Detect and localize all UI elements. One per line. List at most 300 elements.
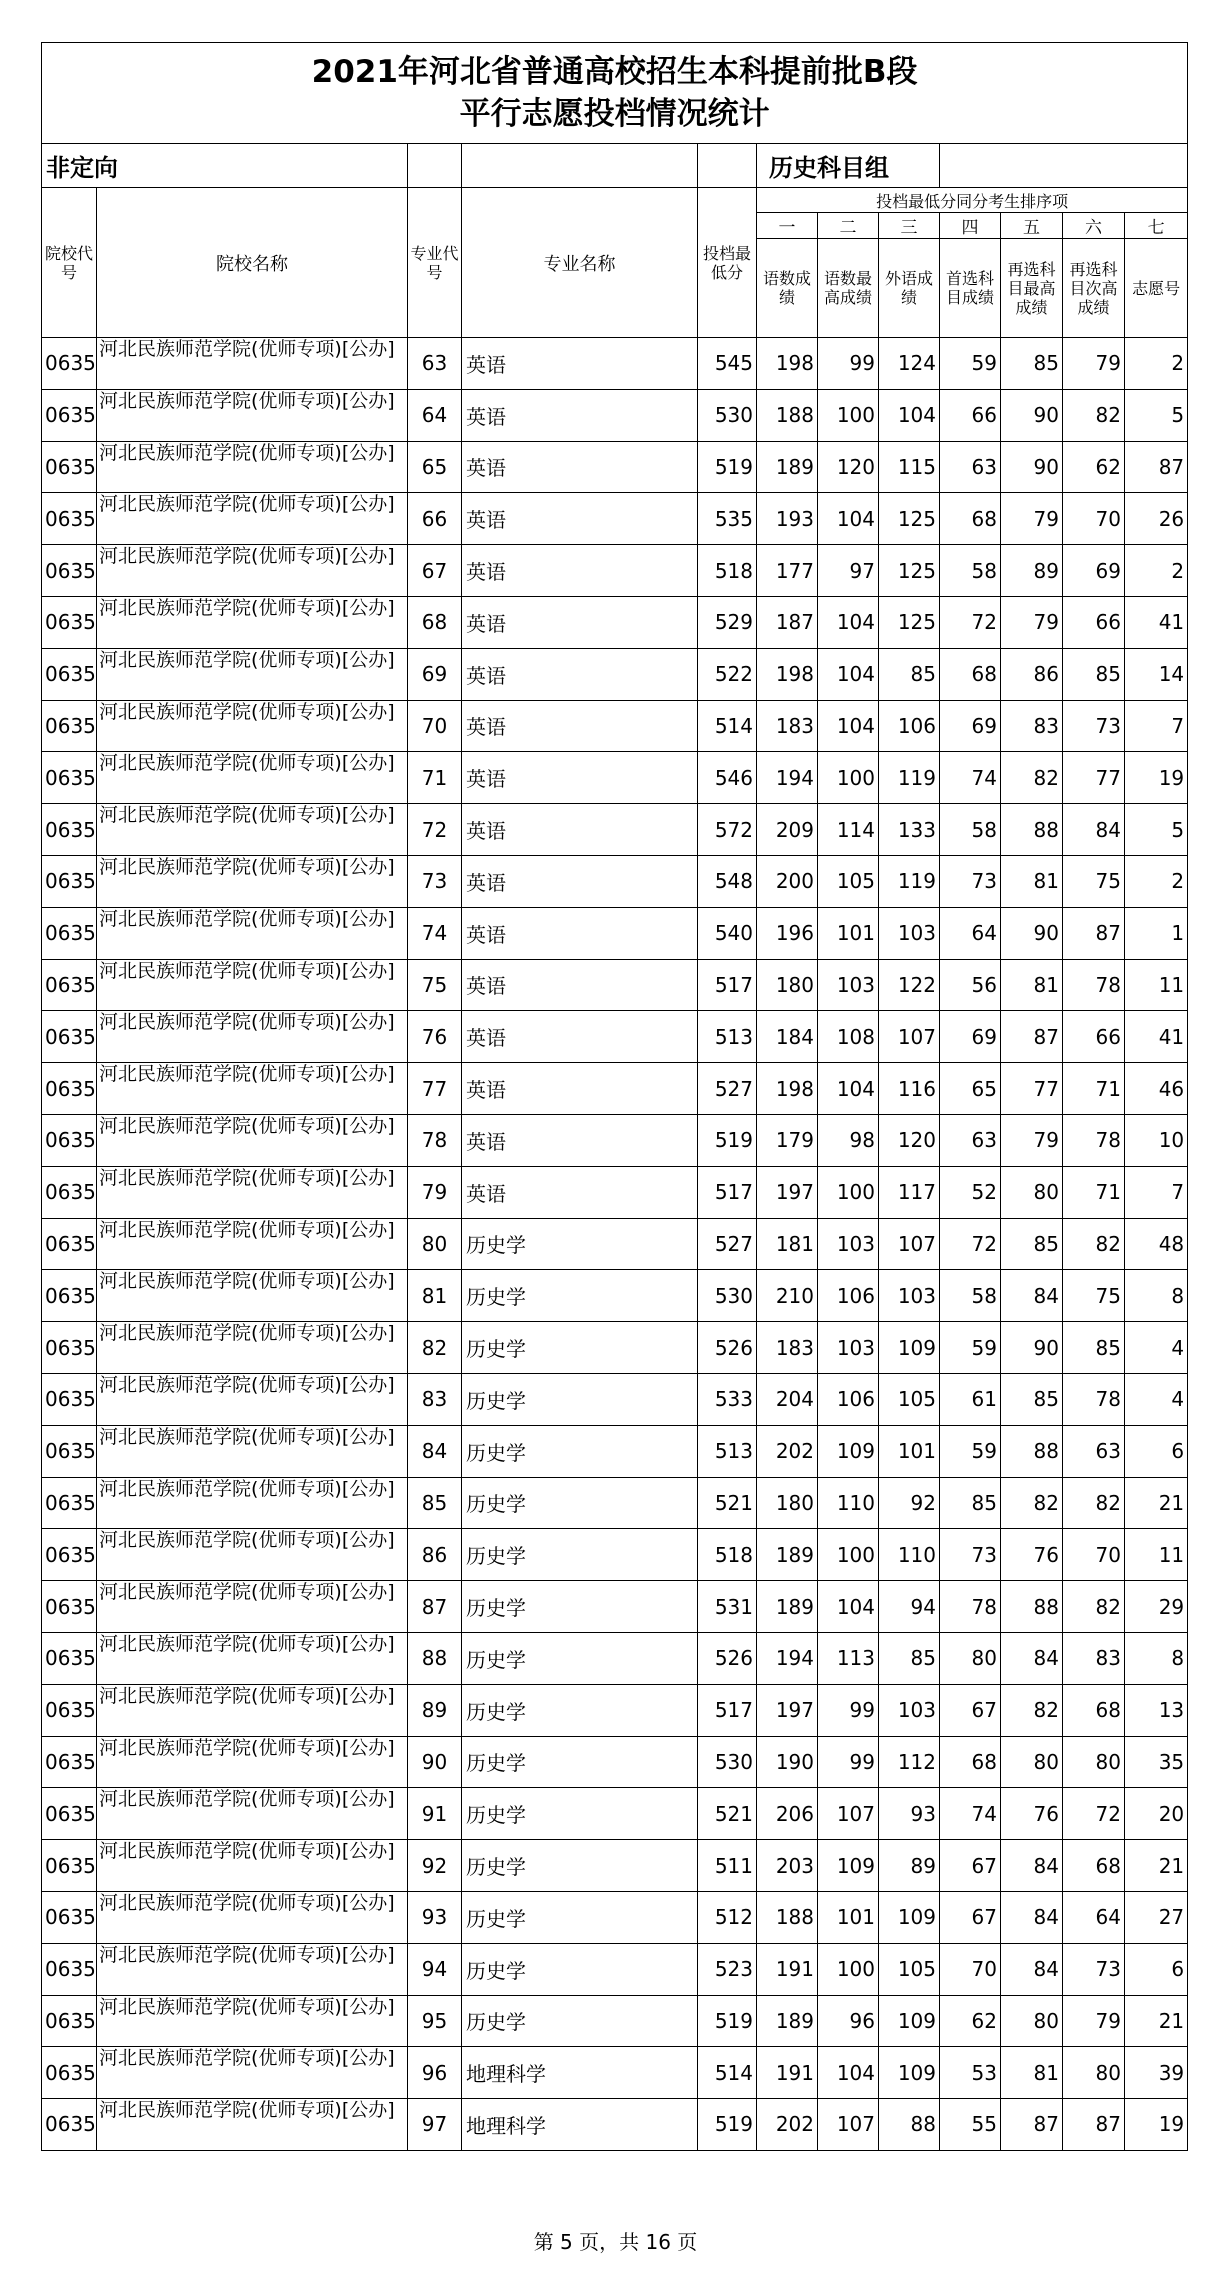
cell-yushu-max: 99 (818, 1736, 879, 1788)
header-school-name: 院校名称 (97, 188, 408, 338)
cell-major-name: 英语 (462, 338, 698, 390)
cell-yushu: 200 (757, 855, 818, 907)
cell-school-code: 0635 (42, 1114, 97, 1166)
cell-first-subject: 58 (940, 804, 1001, 856)
cell-major-name: 历史学 (462, 1322, 698, 1374)
table-row (42, 1632, 1188, 1684)
cell-first-subject: 62 (940, 1995, 1001, 2047)
cell-min-score: 531 (698, 1581, 757, 1633)
cell-second-subject-next: 72 (1063, 1788, 1125, 1840)
cell-second-subject-max: 79 (1001, 1114, 1063, 1166)
cell-foreign-language: 106 (879, 700, 940, 752)
cell-major-name: 英语 (462, 700, 698, 752)
cell-school-code: 0635 (42, 1995, 97, 2047)
cell-school-code: 0635 (42, 1322, 97, 1374)
cell-major-name: 英语 (462, 648, 698, 700)
cell-second-subject-max: 80 (1001, 1736, 1063, 1788)
cell-school-code: 0635 (42, 1373, 97, 1425)
cell-yushu: 198 (757, 648, 818, 700)
cell-yushu-max: 104 (818, 493, 879, 545)
cell-school-code: 0635 (42, 338, 97, 390)
cell-second-subject-max: 90 (1001, 1322, 1063, 1374)
cell-foreign-language: 103 (879, 1270, 940, 1322)
cell-major-name: 历史学 (462, 1840, 698, 1892)
cell-major-name: 英语 (462, 1114, 698, 1166)
title-line-1: 2021年河北省普通高校招生本科提前批B段 (311, 54, 918, 90)
cell-first-subject: 70 (940, 1943, 1001, 1995)
cell-yushu: 196 (757, 907, 818, 959)
table-row (42, 1425, 1188, 1477)
cell-school-code: 0635 (42, 1011, 97, 1063)
header-rank-6: 六 (1063, 213, 1125, 239)
cell-min-score: 519 (698, 1995, 757, 2047)
cell-school-code: 0635 (42, 1529, 97, 1581)
cell-second-subject-next: 78 (1063, 959, 1125, 1011)
cell-foreign-language: 89 (879, 1840, 940, 1892)
cell-foreign-language: 93 (879, 1788, 940, 1840)
cell-yushu: 189 (757, 1995, 818, 2047)
cell-first-subject: 69 (940, 700, 1001, 752)
cell-school-name: 河北民族师范学院(优师专项)[公办] (97, 1166, 408, 1218)
table-row (42, 338, 1188, 390)
cell-school-code: 0635 (42, 700, 97, 752)
cell-second-subject-max: 90 (1001, 441, 1063, 493)
cell-min-score: 511 (698, 1840, 757, 1892)
cell-min-score: 519 (698, 1114, 757, 1166)
table-row (42, 855, 1188, 907)
cell-second-subject-max: 80 (1001, 1166, 1063, 1218)
cell-second-subject-next: 75 (1063, 1270, 1125, 1322)
cell-second-subject-max: 84 (1001, 1891, 1063, 1943)
cell-second-subject-next: 84 (1063, 804, 1125, 856)
cell-yushu-max: 97 (818, 545, 879, 597)
cell-second-subject-next: 79 (1063, 338, 1125, 390)
cell-first-subject: 59 (940, 338, 1001, 390)
cell-major-code: 81 (408, 1270, 462, 1322)
cell-major-code: 64 (408, 389, 462, 441)
cell-choice-number: 4 (1125, 1322, 1188, 1374)
cell-yushu-max: 105 (818, 855, 879, 907)
cell-second-subject-max: 90 (1001, 907, 1063, 959)
table-row (42, 959, 1188, 1011)
cell-school-name: 河北民族师范学院(优师专项)[公办] (97, 441, 408, 493)
cell-choice-number: 19 (1125, 2099, 1188, 2151)
cell-major-code: 77 (408, 1063, 462, 1115)
cell-yushu: 184 (757, 1011, 818, 1063)
cell-school-code: 0635 (42, 441, 97, 493)
cell-yushu: 191 (757, 1943, 818, 1995)
cell-major-code: 87 (408, 1581, 462, 1633)
table-row (42, 804, 1188, 856)
table-row (42, 389, 1188, 441)
cell-school-name: 河北民族师范学院(优师专项)[公办] (97, 855, 408, 907)
cell-second-subject-next: 75 (1063, 855, 1125, 907)
table-row (42, 1529, 1188, 1581)
cell-first-subject: 65 (940, 1063, 1001, 1115)
cell-choice-number: 46 (1125, 1063, 1188, 1115)
cell-major-name: 历史学 (462, 1425, 698, 1477)
cell-second-subject-next: 80 (1063, 1736, 1125, 1788)
cell-school-name: 河北民族师范学院(优师专项)[公办] (97, 1632, 408, 1684)
cell-foreign-language: 94 (879, 1581, 940, 1633)
cell-major-code: 80 (408, 1218, 462, 1270)
cell-yushu: 177 (757, 545, 818, 597)
cell-min-score: 518 (698, 1529, 757, 1581)
cell-school-code: 0635 (42, 752, 97, 804)
cell-foreign-language: 122 (879, 959, 940, 1011)
cell-choice-number: 11 (1125, 959, 1188, 1011)
header-sub-3: 外语成绩 (879, 239, 940, 338)
table-row (42, 1684, 1188, 1736)
table-row (42, 493, 1188, 545)
cell-first-subject: 55 (940, 2099, 1001, 2151)
cell-foreign-language: 117 (879, 1166, 940, 1218)
cell-second-subject-max: 76 (1001, 1529, 1063, 1581)
cell-second-subject-next: 66 (1063, 596, 1125, 648)
cell-min-score: 513 (698, 1011, 757, 1063)
cell-second-subject-next: 80 (1063, 2047, 1125, 2099)
cell-min-score: 518 (698, 545, 757, 597)
cell-second-subject-max: 82 (1001, 752, 1063, 804)
cell-major-name: 英语 (462, 389, 698, 441)
cell-major-code: 68 (408, 596, 462, 648)
admission-table (41, 42, 1188, 2151)
cell-second-subject-max: 88 (1001, 1581, 1063, 1633)
cell-school-name: 河北民族师范学院(优师专项)[公办] (97, 907, 408, 959)
cell-yushu: 198 (757, 338, 818, 390)
cell-school-name: 河北民族师范学院(优师专项)[公办] (97, 545, 408, 597)
cell-school-code: 0635 (42, 959, 97, 1011)
header-sub-7: 志愿号 (1125, 239, 1188, 338)
cell-second-subject-max: 84 (1001, 1270, 1063, 1322)
cell-second-subject-next: 78 (1063, 1373, 1125, 1425)
cell-first-subject: 67 (940, 1684, 1001, 1736)
cell-yushu-max: 96 (818, 1995, 879, 2047)
cell-yushu-max: 109 (818, 1425, 879, 1477)
cell-second-subject-next: 64 (1063, 1891, 1125, 1943)
header-sub-6: 再选科目次高成绩 (1063, 239, 1125, 338)
cell-school-code: 0635 (42, 804, 97, 856)
cell-second-subject-next: 87 (1063, 2099, 1125, 2151)
cell-school-name: 河北民族师范学院(优师专项)[公办] (97, 1995, 408, 2047)
cell-foreign-language: 125 (879, 596, 940, 648)
cell-school-code: 0635 (42, 1063, 97, 1115)
cell-major-name: 英语 (462, 1063, 698, 1115)
cell-school-code: 0635 (42, 2099, 97, 2151)
cell-yushu-max: 100 (818, 1529, 879, 1581)
cell-choice-number: 13 (1125, 1684, 1188, 1736)
cell-second-subject-max: 85 (1001, 338, 1063, 390)
cell-yushu: 202 (757, 2099, 818, 2151)
cell-choice-number: 39 (1125, 2047, 1188, 2099)
cell-second-subject-next: 82 (1063, 389, 1125, 441)
cell-min-score: 512 (698, 1891, 757, 1943)
cell-school-name: 河北民族师范学院(优师专项)[公办] (97, 1373, 408, 1425)
cell-major-code: 88 (408, 1632, 462, 1684)
cell-second-subject-max: 87 (1001, 1011, 1063, 1063)
cell-second-subject-next: 79 (1063, 1995, 1125, 2047)
cell-yushu-max: 101 (818, 907, 879, 959)
cell-first-subject: 67 (940, 1840, 1001, 1892)
cell-first-subject: 67 (940, 1891, 1001, 1943)
cell-major-code: 95 (408, 1995, 462, 2047)
cell-yushu-max: 107 (818, 1788, 879, 1840)
cell-yushu: 198 (757, 1063, 818, 1115)
cell-min-score: 521 (698, 1477, 757, 1529)
cell-school-name: 河北民族师范学院(优师专项)[公办] (97, 1270, 408, 1322)
cell-choice-number: 4 (1125, 1373, 1188, 1425)
cell-yushu: 188 (757, 389, 818, 441)
cell-major-code: 84 (408, 1425, 462, 1477)
cell-second-subject-next: 78 (1063, 1114, 1125, 1166)
cell-school-name: 河北民族师范学院(优师专项)[公办] (97, 596, 408, 648)
cell-yushu-max: 108 (818, 1011, 879, 1063)
cell-school-code: 0635 (42, 1581, 97, 1633)
cell-yushu-max: 109 (818, 1840, 879, 1892)
table-row (42, 2047, 1188, 2099)
cell-major-code: 73 (408, 855, 462, 907)
table-row (42, 441, 1188, 493)
cell-second-subject-max: 87 (1001, 2099, 1063, 2151)
cell-first-subject: 85 (940, 1477, 1001, 1529)
cell-school-code: 0635 (42, 1425, 97, 1477)
cell-second-subject-next: 70 (1063, 493, 1125, 545)
cell-major-name: 历史学 (462, 1891, 698, 1943)
header-major-name: 专业名称 (462, 188, 698, 338)
cell-yushu-max: 113 (818, 1632, 879, 1684)
cell-major-name: 历史学 (462, 1218, 698, 1270)
cell-foreign-language: 133 (879, 804, 940, 856)
cell-choice-number: 35 (1125, 1736, 1188, 1788)
cell-major-code: 76 (408, 1011, 462, 1063)
cell-choice-number: 41 (1125, 596, 1188, 648)
cell-foreign-language: 109 (879, 1891, 940, 1943)
cell-yushu: 202 (757, 1425, 818, 1477)
table-row (42, 1477, 1188, 1529)
cell-choice-number: 26 (1125, 493, 1188, 545)
cell-major-name: 英语 (462, 493, 698, 545)
cell-choice-number: 11 (1125, 1529, 1188, 1581)
table-row (42, 1943, 1188, 1995)
cell-choice-number: 1 (1125, 907, 1188, 959)
table-row (42, 648, 1188, 700)
cell-foreign-language: 104 (879, 389, 940, 441)
cell-foreign-language: 112 (879, 1736, 940, 1788)
cell-school-name: 河北民族师范学院(优师专项)[公办] (97, 752, 408, 804)
cell-second-subject-next: 73 (1063, 1943, 1125, 1995)
cell-first-subject: 52 (940, 1166, 1001, 1218)
cell-second-subject-max: 76 (1001, 1788, 1063, 1840)
cell-school-name: 河北民族师范学院(优师专项)[公办] (97, 2047, 408, 2099)
cell-choice-number: 5 (1125, 804, 1188, 856)
cell-major-name: 历史学 (462, 1684, 698, 1736)
cell-choice-number: 2 (1125, 545, 1188, 597)
header-rank-3: 三 (879, 213, 940, 239)
cell-yushu-max: 99 (818, 338, 879, 390)
cell-major-name: 英语 (462, 1166, 698, 1218)
cell-school-code: 0635 (42, 1477, 97, 1529)
header-rank-5: 五 (1001, 213, 1063, 239)
cell-foreign-language: 103 (879, 1684, 940, 1736)
cell-choice-number: 48 (1125, 1218, 1188, 1270)
cell-yushu: 181 (757, 1218, 818, 1270)
cell-second-subject-max: 81 (1001, 855, 1063, 907)
cell-major-name: 历史学 (462, 1632, 698, 1684)
cell-major-name: 英语 (462, 752, 698, 804)
cell-foreign-language: 109 (879, 2047, 940, 2099)
cell-min-score: 513 (698, 1425, 757, 1477)
cell-foreign-language: 107 (879, 1218, 940, 1270)
cell-min-score: 533 (698, 1373, 757, 1425)
cell-foreign-language: 101 (879, 1425, 940, 1477)
cell-second-subject-max: 80 (1001, 1995, 1063, 2047)
cell-major-code: 86 (408, 1529, 462, 1581)
cell-yushu: 209 (757, 804, 818, 856)
cell-min-score: 535 (698, 493, 757, 545)
cell-choice-number: 21 (1125, 1840, 1188, 1892)
cell-second-subject-next: 68 (1063, 1684, 1125, 1736)
cell-min-score: 514 (698, 2047, 757, 2099)
cell-major-code: 94 (408, 1943, 462, 1995)
cell-first-subject: 73 (940, 855, 1001, 907)
cell-school-code: 0635 (42, 596, 97, 648)
cell-second-subject-max: 81 (1001, 959, 1063, 1011)
cell-second-subject-max: 89 (1001, 545, 1063, 597)
cell-school-code: 0635 (42, 907, 97, 959)
cell-choice-number: 14 (1125, 648, 1188, 700)
cell-second-subject-next: 77 (1063, 752, 1125, 804)
cell-major-name: 英语 (462, 804, 698, 856)
cell-second-subject-max: 90 (1001, 389, 1063, 441)
cell-school-name: 河北民族师范学院(优师专项)[公办] (97, 1114, 408, 1166)
cell-yushu: 179 (757, 1114, 818, 1166)
table-row (42, 1114, 1188, 1166)
cell-second-subject-max: 86 (1001, 648, 1063, 700)
cell-school-name: 河北民族师范学院(优师专项)[公办] (97, 338, 408, 390)
cell-second-subject-next: 71 (1063, 1166, 1125, 1218)
cell-second-subject-max: 88 (1001, 804, 1063, 856)
cell-first-subject: 68 (940, 493, 1001, 545)
cell-major-name: 地理科学 (462, 2047, 698, 2099)
cell-school-name: 河北民族师范学院(优师专项)[公办] (97, 2099, 408, 2151)
cell-school-code: 0635 (42, 1788, 97, 1840)
table-row (42, 1581, 1188, 1633)
cell-yushu-max: 98 (818, 1114, 879, 1166)
cell-school-code: 0635 (42, 648, 97, 700)
cell-major-code: 90 (408, 1736, 462, 1788)
cell-school-name: 河北民族师范学院(优师专项)[公办] (97, 1684, 408, 1736)
cell-school-code: 0635 (42, 493, 97, 545)
title-line-2: 平行志愿投档情况统计 (459, 96, 770, 132)
cell-major-name: 地理科学 (462, 2099, 698, 2151)
section-blank-3 (698, 144, 757, 188)
cell-first-subject: 73 (940, 1529, 1001, 1581)
header-rank-2: 二 (818, 213, 879, 239)
cell-yushu: 206 (757, 1788, 818, 1840)
cell-yushu: 190 (757, 1736, 818, 1788)
table-row (42, 1270, 1188, 1322)
cell-second-subject-next: 63 (1063, 1425, 1125, 1477)
cell-choice-number: 7 (1125, 1166, 1188, 1218)
cell-major-code: 92 (408, 1840, 462, 1892)
cell-min-score: 519 (698, 2099, 757, 2151)
cell-foreign-language: 92 (879, 1477, 940, 1529)
cell-school-name: 河北民族师范学院(优师专项)[公办] (97, 1581, 408, 1633)
cell-major-code: 63 (408, 338, 462, 390)
cell-yushu: 197 (757, 1166, 818, 1218)
cell-major-name: 历史学 (462, 1270, 698, 1322)
cell-second-subject-max: 77 (1001, 1063, 1063, 1115)
header-sub-1: 语数成绩 (757, 239, 818, 338)
cell-major-code: 79 (408, 1166, 462, 1218)
cell-min-score: 517 (698, 1166, 757, 1218)
cell-major-name: 历史学 (462, 1995, 698, 2047)
cell-major-name: 历史学 (462, 1373, 698, 1425)
table-row (42, 1322, 1188, 1374)
cell-foreign-language: 85 (879, 648, 940, 700)
cell-second-subject-next: 69 (1063, 545, 1125, 597)
cell-yushu: 180 (757, 959, 818, 1011)
cell-yushu: 210 (757, 1270, 818, 1322)
cell-foreign-language: 105 (879, 1373, 940, 1425)
cell-school-code: 0635 (42, 1684, 97, 1736)
cell-yushu-max: 104 (818, 648, 879, 700)
cell-min-score: 530 (698, 1270, 757, 1322)
cell-min-score: 517 (698, 1684, 757, 1736)
cell-major-name: 历史学 (462, 1477, 698, 1529)
section-blank-1 (408, 144, 462, 188)
cell-yushu: 193 (757, 493, 818, 545)
header-sub-5: 再选科目最高成绩 (1001, 239, 1063, 338)
cell-second-subject-max: 84 (1001, 1632, 1063, 1684)
cell-yushu-max: 99 (818, 1684, 879, 1736)
cell-yushu: 191 (757, 2047, 818, 2099)
cell-school-code: 0635 (42, 855, 97, 907)
cell-yushu-max: 110 (818, 1477, 879, 1529)
cell-choice-number: 21 (1125, 1477, 1188, 1529)
cell-major-code: 66 (408, 493, 462, 545)
cell-yushu: 194 (757, 1632, 818, 1684)
cell-second-subject-max: 83 (1001, 700, 1063, 752)
section-blank-2 (462, 144, 698, 188)
cell-yushu-max: 104 (818, 700, 879, 752)
table-row (42, 1891, 1188, 1943)
cell-school-name: 河北民族师范学院(优师专项)[公办] (97, 959, 408, 1011)
cell-foreign-language: 125 (879, 493, 940, 545)
cell-yushu: 183 (757, 700, 818, 752)
cell-first-subject: 61 (940, 1373, 1001, 1425)
cell-yushu: 183 (757, 1322, 818, 1374)
cell-second-subject-next: 82 (1063, 1581, 1125, 1633)
cell-major-code: 70 (408, 700, 462, 752)
cell-min-score: 517 (698, 959, 757, 1011)
cell-school-code: 0635 (42, 545, 97, 597)
cell-min-score: 522 (698, 648, 757, 700)
cell-second-subject-next: 66 (1063, 1011, 1125, 1063)
cell-second-subject-next: 83 (1063, 1632, 1125, 1684)
table-row (42, 1736, 1188, 1788)
cell-second-subject-max: 85 (1001, 1218, 1063, 1270)
cell-second-subject-max: 79 (1001, 596, 1063, 648)
cell-first-subject: 68 (940, 648, 1001, 700)
cell-major-code: 97 (408, 2099, 462, 2151)
cell-first-subject: 59 (940, 1322, 1001, 1374)
cell-min-score: 514 (698, 700, 757, 752)
cell-second-subject-max: 82 (1001, 1477, 1063, 1529)
cell-major-code: 72 (408, 804, 462, 856)
cell-yushu-max: 104 (818, 2047, 879, 2099)
cell-choice-number: 2 (1125, 855, 1188, 907)
